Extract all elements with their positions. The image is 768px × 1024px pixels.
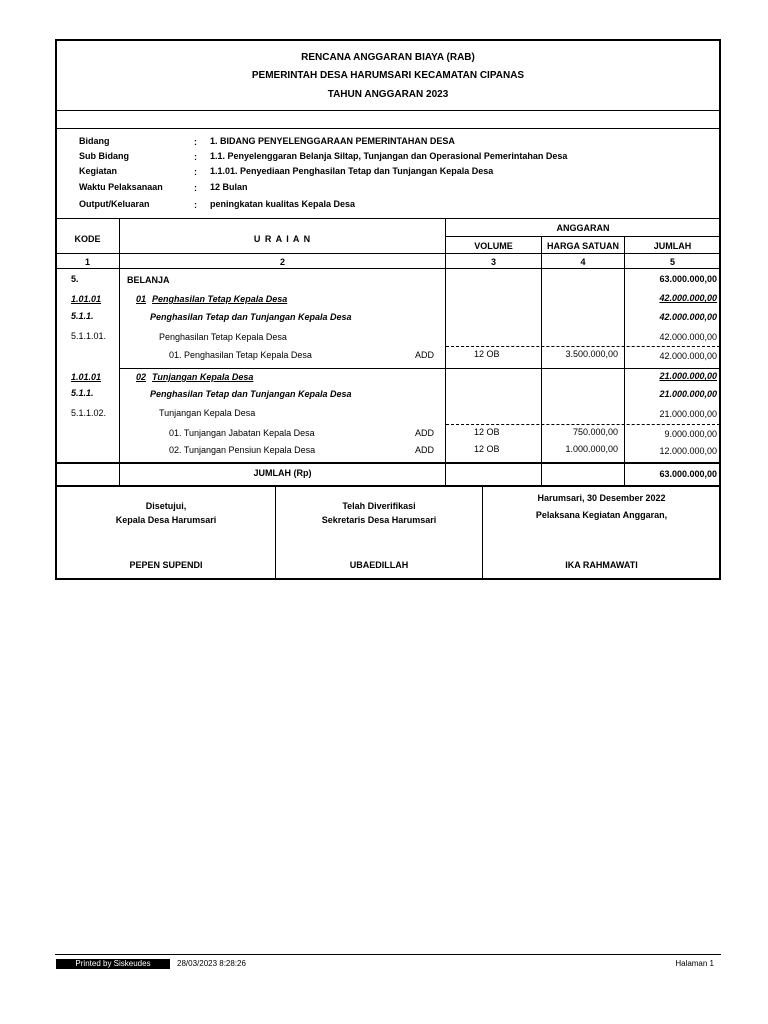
divider — [56, 128, 720, 129]
info-label-output: Output/Keluaran — [79, 199, 150, 209]
body-col-divider — [624, 268, 625, 487]
row-jumlah: 42.000.000,00 — [659, 351, 717, 361]
row-jumlah: 9.000.000,00 — [664, 429, 717, 439]
total-bottom-border — [56, 485, 720, 487]
title-line-3: TAHUN ANGGARAN 2023 — [327, 89, 449, 100]
footer-rule — [55, 954, 721, 955]
col-header-kode: KODE — [74, 234, 101, 244]
page-number: Halaman 1 — [675, 959, 714, 968]
row-sumber: ADD — [415, 350, 435, 360]
row-kode: 5.1.1. — [71, 388, 94, 398]
row-volume: 12 OB — [474, 427, 500, 437]
row-kode: 1.01.01 — [71, 372, 102, 382]
row-jumlah: 42.000.000,00 — [659, 332, 717, 342]
row-uraian: 02. Tunjangan Pensiun Kepala Desa — [169, 445, 316, 455]
info-sep: : — [194, 152, 197, 162]
info-label-kegiatan: Kegiatan — [79, 166, 118, 176]
row-volume: 12 OB — [474, 444, 500, 454]
row-jumlah: 12.000.000,00 — [659, 446, 717, 456]
row-harga: 750.000,00 — [572, 427, 618, 437]
row-sumber: ADD — [415, 428, 435, 438]
info-label-waktu: Waktu Pelaksanaan — [79, 182, 163, 192]
row-uraian: 01. Penghasilan Tetap Kepala Desa — [169, 350, 312, 360]
row-sumber: ADD — [415, 445, 435, 455]
signature-title: Sekretaris Desa Harumsari — [321, 515, 437, 525]
body-col-divider — [445, 268, 446, 487]
signature-name: UBAEDILLAH — [349, 560, 409, 570]
row-jumlah: 63.000.000,00 — [659, 274, 717, 284]
anggaran-divider — [446, 236, 720, 237]
row-jumlah: 42.000.000,00 — [659, 293, 717, 303]
info-label-sub-bidang: Sub Bidang — [79, 151, 129, 161]
row-uraian: Penghasilan Tetap Kepala Desa — [159, 332, 287, 342]
col-header-volume: VOLUME — [474, 241, 513, 251]
signature-title: Kepala Desa Harumsari — [115, 515, 217, 525]
row-uraian: Tunjangan Kepala Desa — [159, 408, 256, 418]
row-harga: 1.000.000,00 — [565, 444, 618, 454]
col-number: 3 — [490, 257, 496, 267]
group-divider — [119, 368, 720, 369]
row-prefix: 02 — [136, 372, 147, 382]
row-jumlah: 21.000.000,00 — [659, 371, 717, 381]
printed-datetime: 28/03/2023 8:28:26 — [177, 959, 246, 968]
info-sep: : — [194, 137, 197, 147]
signature-role: Disetujui, — [145, 501, 187, 511]
row-kode: 5.1.1.02. — [71, 408, 107, 418]
dashed-divider — [446, 424, 720, 425]
info-sep: : — [194, 200, 197, 210]
signature-title: Pelaksana Kegiatan Anggaran, — [535, 510, 668, 520]
total-value: 63.000.000,00 — [659, 469, 717, 479]
signature-name: PEPEN SUPENDI — [129, 560, 203, 570]
row-volume: 12 OB — [474, 349, 500, 359]
dashed-divider — [446, 346, 720, 347]
col-number: 5 — [669, 257, 675, 267]
title-line-2: PEMERINTAH DESA HARUMSARI KECAMATAN CIPANAS — [251, 70, 525, 81]
row-kode: 1.01.01 — [71, 294, 102, 304]
info-label-bidang: Bidang — [79, 136, 110, 146]
col-number: 2 — [279, 257, 285, 267]
col-header-jumlah: JUMLAH — [653, 241, 692, 251]
row-uraian: Penghasilan Tetap dan Tunjangan Kepala Desa — [150, 389, 352, 399]
row-uraian: Penghasilan Tetap Kepala Desa — [152, 294, 288, 304]
table-top-border — [56, 218, 720, 219]
row-jumlah: 21.000.000,00 — [659, 389, 717, 399]
info-sep: : — [194, 183, 197, 193]
signature-date: Harumsari, 30 Desember 2022 — [537, 493, 666, 503]
row-jumlah: 42.000.000,00 — [659, 312, 717, 322]
row-kode: 5. — [71, 274, 79, 284]
col-header-anggaran: ANGGARAN — [556, 223, 610, 233]
signature-name: IKA RAHMAWATI — [565, 560, 638, 570]
divider — [56, 110, 720, 111]
info-value-kegiatan: 1.1.01. Penyediaan Penghasilan Tetap dan Tunjangan Kepala Desa — [210, 166, 494, 176]
row-kode: 5.1.1. — [71, 311, 94, 321]
row-uraian: Tunjangan Kepala Desa — [152, 372, 254, 382]
row-jumlah: 21.000.000,00 — [659, 409, 717, 419]
info-value-sub-bidang: 1.1. Penyelenggaran Belanja Siltap, Tunjangan dan Operasional Pemerintahan Desa — [210, 151, 568, 161]
row-prefix: 01 — [136, 294, 147, 304]
title-line-1: RENCANA ANGGARAN BIAYA (RAB) — [301, 52, 475, 63]
number-row-border — [56, 268, 720, 269]
header-bottom-border — [56, 253, 720, 254]
body-col-divider — [541, 268, 542, 487]
row-harga: 3.500.000,00 — [565, 349, 618, 359]
printed-by-badge: Printed by Siskeudes — [56, 959, 170, 969]
col-header-harga: HARGA SATUAN — [547, 241, 619, 251]
col-header-uraian: U R A I A N — [253, 234, 312, 244]
col-number: 1 — [84, 257, 90, 267]
total-label: JUMLAH (Rp) — [253, 468, 312, 478]
col-number: 4 — [580, 257, 586, 267]
row-uraian: Penghasilan Tetap dan Tunjangan Kepala Desa — [150, 312, 352, 322]
body-col-divider — [119, 268, 120, 487]
row-kode: 5.1.1.01. — [71, 331, 107, 341]
total-top-border — [56, 462, 720, 464]
info-sep: : — [194, 167, 197, 177]
signature-role: Telah Diverifikasi — [342, 501, 416, 511]
info-value-output: peningkatan kualitas Kepala Desa — [210, 199, 356, 209]
info-value-waktu: 12 Bulan — [210, 182, 248, 192]
info-value-bidang: 1. BIDANG PENYELENGGARAAN PEMERINTAHAN DESA — [210, 136, 455, 146]
row-uraian: 01. Tunjangan Jabatan Kepala Desa — [169, 428, 315, 438]
row-uraian: BELANJA — [127, 275, 170, 285]
